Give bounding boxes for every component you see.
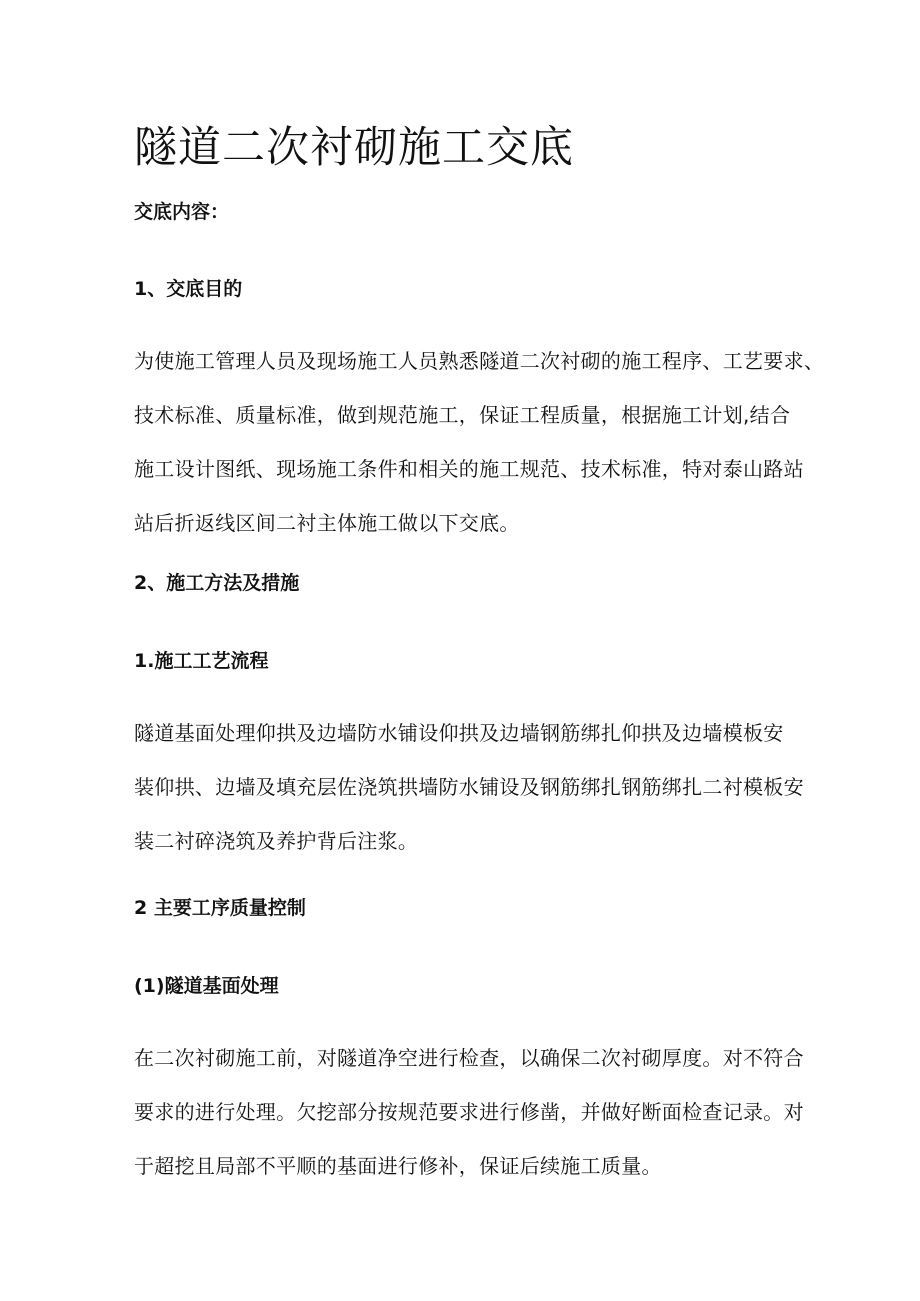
section-heading-methods: 2、施工方法及措施 — [134, 572, 300, 594]
paragraph-line: 于超挖且局部不平顺的基面进行修补，保证后续施工质量。 — [134, 1154, 662, 1178]
paragraph-line: 装仰拱、边墙及填充层佐浇筑拱墙防水铺设及钢筋绑扎钢筋绑扎二衬模板安 — [134, 775, 804, 799]
paragraph-line: 技术标准、质量标准，做到规范施工，保证工程质量，根据施工计划,结合 — [134, 403, 791, 427]
paragraph-line: 装二衬碎浇筑及养护背后注浆。 — [134, 829, 419, 853]
content-label: 交底内容： — [134, 201, 230, 223]
subsection-heading-process-flow: 1.施工工艺流程 — [134, 650, 269, 672]
section-heading-purpose: 1、交底目的 — [134, 278, 243, 300]
paragraph-line: 要求的进行处理。欠挖部分按规范要求进行修凿，并做好断面检查记录。对 — [134, 1100, 804, 1124]
paragraph-line: 在二次衬砌施工前，对隧道净空进行检查，以确保二次衬砌厚度。对不符合 — [134, 1046, 804, 1070]
paragraph-base-treatment — [134, 1031, 804, 1193]
paragraph-purpose — [134, 334, 825, 550]
paragraph-line: 站后折返线区间二衬主体施工做以下交底。 — [134, 511, 520, 535]
paragraph-line: 为使施工管理人员及现场施工人员熟悉隧道二次衬砌的施工程序、工艺要求、 — [134, 349, 825, 373]
subsection-heading-quality-control: 2 主要工序质量控制 — [134, 897, 306, 919]
document-title: 隧道二次衬砌施工交底 — [134, 123, 574, 173]
paragraph-process-flow — [134, 706, 804, 868]
paragraph-line: 隧道基面处理仰拱及边墙防水铺设仰拱及边墙钢筋绑扎仰拱及边墙模板安 — [134, 721, 784, 745]
paragraph-line: 施工设计图纸、现场施工条件和相关的施工规范、技术标准，特对泰山路站 — [134, 457, 804, 481]
item-heading-base-treatment: (1)隧道基面处理 — [134, 975, 279, 997]
